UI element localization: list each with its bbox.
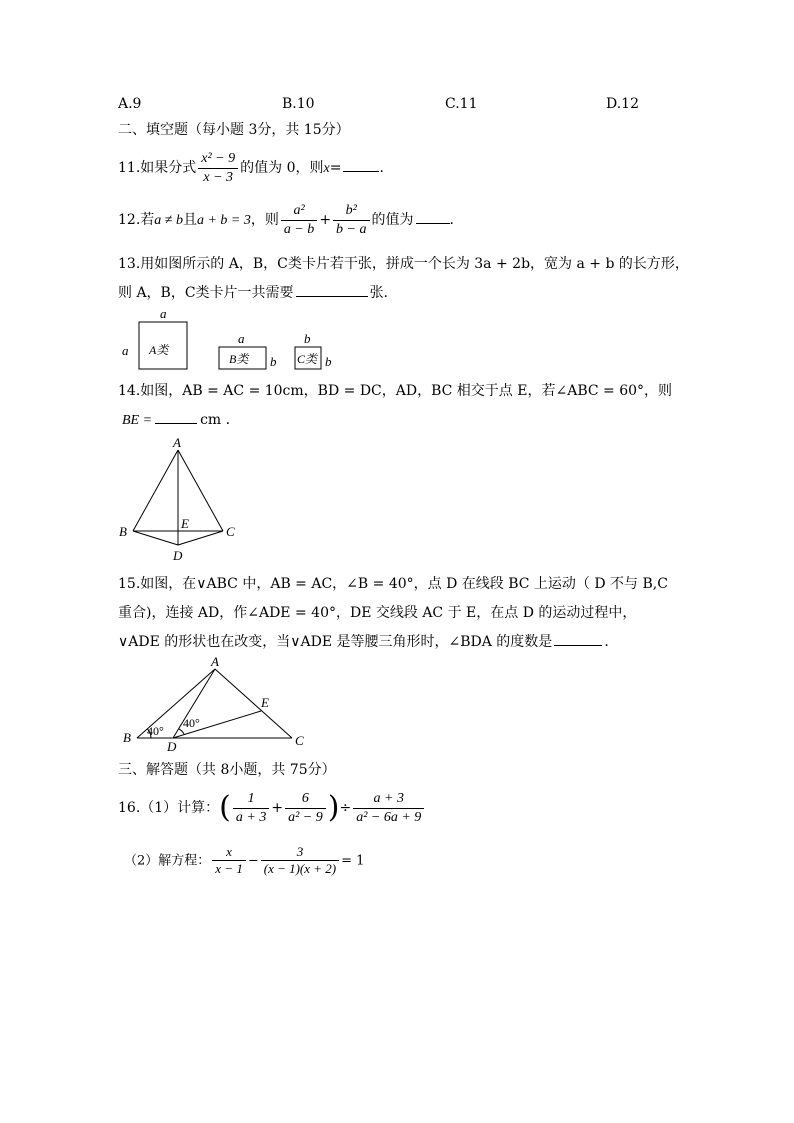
- q16b-fraction-2: [261, 844, 339, 878]
- q15-answer-blank[interactable]: [554, 633, 602, 646]
- card-c-side-label: b: [325, 354, 332, 369]
- question-15-line-2: 重合)，连接 AD，作∠ADE = 40°，DE 交线段 AC 于 E，在点 D 的运动过程中，: [118, 605, 637, 621]
- q12-numerator-2: b²: [333, 202, 369, 221]
- question-15-line-1: 15.如图，在∨ABC 中，AB = AC，∠B = 40°，点 D 在线段 BC 上运动（ D 不与 B,C: [118, 576, 668, 592]
- q13-line2-end: 张.: [369, 285, 389, 301]
- q16b-minus: −: [247, 853, 259, 869]
- q11-denominator: x − 3: [203, 169, 234, 185]
- q11-var: x: [323, 161, 330, 176]
- q16-f2-numerator: 6: [285, 790, 326, 809]
- q16-div: ÷: [339, 800, 352, 816]
- card-c-label: C类: [297, 352, 318, 366]
- q14-answer-blank[interactable]: [155, 411, 197, 424]
- q12-and: 且: [182, 212, 197, 228]
- fig15-label-c: C: [295, 733, 304, 748]
- question-14-line-1: 14.如图，AB = AC = 10cm，BD = DC，AD，BC 相交于点 E，若∠ABC = 60°，则: [118, 383, 673, 399]
- q15-line3-text: ∨ADE 的形状也在改变，当∨ADE 是等腰三角形时，∠BDA 的度数是: [118, 634, 553, 650]
- question-13-line-2: [118, 284, 388, 302]
- fig15-label-b: B: [123, 730, 131, 745]
- q16-plus: +: [271, 800, 284, 816]
- q12-mid: 的值为: [371, 212, 414, 228]
- question-15-line-3: [118, 633, 609, 651]
- fig15-label-d: D: [167, 739, 177, 754]
- choice-c: C.11: [445, 96, 478, 112]
- card-b-top-label: a: [238, 331, 245, 346]
- question-14-line-2: [122, 411, 230, 430]
- q16-f1-denominator: a + 3: [235, 809, 267, 825]
- cards-figure: [115, 305, 345, 377]
- q11-prefix: 11.如果分式: [118, 160, 197, 176]
- q14-line2-end: cm .: [200, 412, 231, 428]
- q15-line3-end: .: [604, 634, 609, 650]
- section-heading-fill-in: 二、填空题（每小题 3分，共 15分）: [118, 122, 350, 138]
- choice-b: B.10: [282, 96, 315, 112]
- q16b-f1-numerator: x: [212, 844, 246, 861]
- fig14-label-a: A: [173, 435, 181, 450]
- section-heading-solve: 三、解答题（共 8小题，共 75分）: [118, 762, 336, 778]
- q16-fraction-1: [233, 790, 269, 826]
- card-b-label: B类: [229, 352, 249, 366]
- card-a-label: A类: [149, 343, 169, 357]
- card-c-top-label: b: [304, 331, 311, 346]
- q11-answer-blank[interactable]: [343, 159, 379, 172]
- q16-right-paren: ): [327, 790, 340, 825]
- q16-f1-numerator: 1: [233, 790, 269, 809]
- fig14-label-b: B: [119, 524, 127, 539]
- figure-15: [115, 655, 315, 755]
- q16-f3-denominator: a² − 6a + 9: [356, 809, 422, 825]
- fig15-angle-d: 40°: [183, 716, 200, 730]
- q12-end: .: [449, 212, 454, 228]
- fig14-label-c: C: [226, 524, 235, 539]
- q12-plus: +: [319, 212, 332, 228]
- q14-line2-text: BE =: [122, 413, 153, 428]
- question-13-line-1: 13.用如图所示的 A，B，C类卡片若干张，拼成一个长为 3a + 2b，宽为 a + b 的长方形，: [118, 256, 689, 272]
- fig15-label-e: E: [261, 695, 269, 710]
- card-a-top-label: a: [160, 306, 167, 321]
- q12-denominator-1: a − b: [283, 221, 315, 237]
- choice-d: D.12: [606, 96, 639, 112]
- card-a-side-label: a: [122, 343, 129, 358]
- fig15-angle-b: 40°: [147, 724, 164, 738]
- question-16-part-1: [118, 790, 426, 826]
- fig15-label-a: A: [211, 655, 219, 669]
- q11-eq: =: [329, 160, 342, 176]
- q16-f2-denominator: a² − 9: [288, 809, 323, 825]
- question-12: [118, 202, 454, 238]
- q12-cond: a ≠ b: [154, 213, 183, 228]
- q13-answer-blank[interactable]: [296, 284, 368, 297]
- q12-denominator-2: b − a: [336, 221, 367, 237]
- q16-fraction-3: [353, 790, 424, 826]
- fig14-label-d: D: [173, 548, 183, 563]
- q11-mid: 的值为 0，则: [240, 160, 324, 176]
- q16b-prefix: （2）解方程：: [124, 853, 211, 869]
- q11-fraction: [198, 150, 238, 186]
- q12-numerator-1: a²: [281, 202, 317, 221]
- q12-prefix: 12.若: [118, 212, 155, 228]
- q12-cond2: a + b = 3: [196, 213, 251, 228]
- q16b-rhs: = 1: [341, 853, 365, 869]
- q12-comma: ，则: [250, 212, 279, 228]
- q11-end: .: [379, 160, 384, 176]
- q16-fraction-2: [285, 790, 326, 826]
- q12-fraction-2: [333, 202, 369, 238]
- q11-numerator: x² − 9: [198, 150, 238, 169]
- q12-answer-blank[interactable]: [416, 211, 450, 224]
- q12-fraction-1: [281, 202, 317, 238]
- q16b-f1-denominator: x − 1: [215, 861, 243, 877]
- fig14-label-e: E: [181, 516, 189, 531]
- question-16-part-2: [124, 844, 364, 878]
- choice-a: A.9: [118, 96, 142, 112]
- q16b-fraction-1: [212, 844, 246, 878]
- card-b-side-label: b: [270, 354, 277, 369]
- q16-f3-numerator: a + 3: [353, 790, 424, 809]
- q16-left-paren: (: [219, 790, 231, 825]
- q13-line2-text: 则 A，B，C类卡片一共需要: [118, 285, 294, 301]
- q16b-f2-denominator: (x − 1)(x + 2): [263, 861, 337, 877]
- question-11: [118, 150, 384, 186]
- q16b-f2-numerator: 3: [261, 844, 339, 861]
- figure-14: [115, 435, 245, 565]
- q16-prefix: 16.（1）计算：: [118, 800, 220, 816]
